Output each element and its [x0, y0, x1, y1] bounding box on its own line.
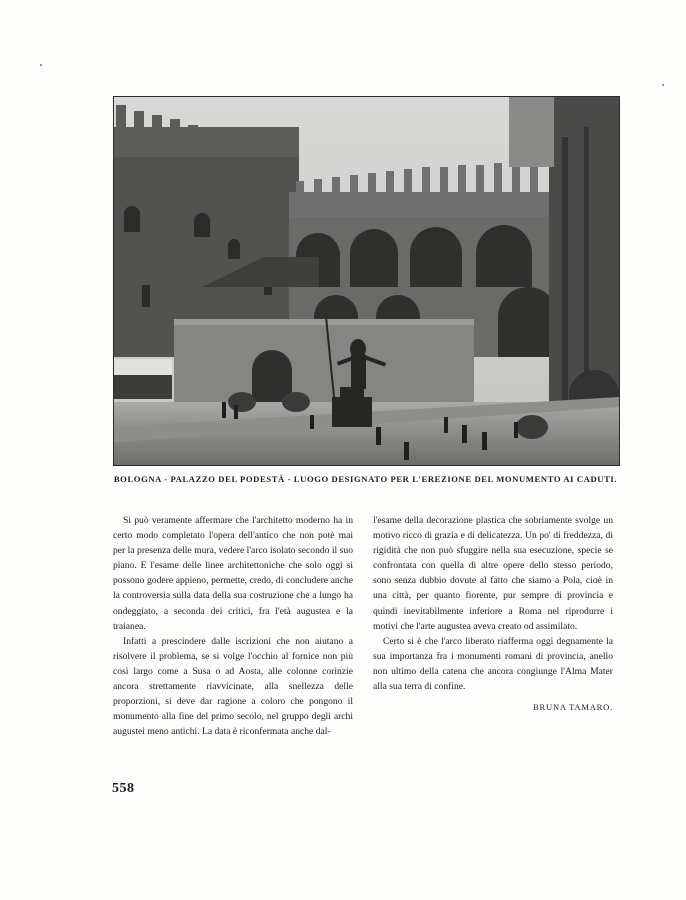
page-number: 558 — [112, 781, 135, 796]
print-speck — [662, 84, 664, 86]
author-signature: BRUNA TAMARO. — [533, 702, 613, 713]
print-speck — [40, 64, 42, 66]
photograph-palazzo-del-podesta — [113, 96, 620, 466]
paragraph: Certo si è che l'arco liberato riafferma oggi degnamente la sua importanza fra i monumenti romani di provincia, anello non ultimo della catena che ancora congiunge l'Alma Mater alla sua terra di confine. — [373, 635, 613, 693]
paragraph: Infatti a prescindere dalle iscrizioni che non aiutano a risolvere il problema, se si volge l'occhio al fornice non più così largo come a Susa o ad Aosta, alle colonne corinzie ancora strettamente riavvicinate, alla snellezza delle proporzioni, si deve dar ragione a coloro che pongono il monumento alla fine del primo secolo, nel gruppo degli archi augustei meno antichi. La data è riconfermata anche dal- — [113, 635, 353, 738]
photo-illustration — [114, 97, 619, 465]
paragraph: Si può veramente affermare che l'architetto moderno ha in certo modo completato l'opera dell'antico che non potè mai per la presenza delle mura, vedere l'arco isolato secondo il suo piano. E l'esame delle linee architettoniche che solo oggi si possono godere appieno, permette, credo, di concludere anche la controversia sulla data della sua costruzione che a lungo ha ondeggiato, a seconda dei critici, fra l'età augustea e la traianea. — [113, 515, 353, 632]
text-column-left — [113, 513, 353, 739]
text-column-right — [373, 513, 613, 715]
paragraph: l'esame della decorazione plastica che sobriamente svolge un motivo ricco di grazia e di delicatezza. Un po' di freddezza, di rigidità che non può sfuggire nella sua esecuzione, specie se confrontata con quella di altre opere dello stesso periodo, sono senza dubbio dovute al fatto che siamo a Pola, cioè in una città, per quanto fiorente, pur sempre di provincia e quindi inevitabilmente inferiore a Roma nel riprodurre i motivi che l'arte augustea aveva creato od assimilato. — [373, 515, 613, 632]
photo-caption: BOLOGNA - PALAZZO DEL PODESTÀ - LUOGO DESIGNATO PER L'EREZIONE DEL MONUMENTO AI CADUTI. — [113, 474, 618, 484]
